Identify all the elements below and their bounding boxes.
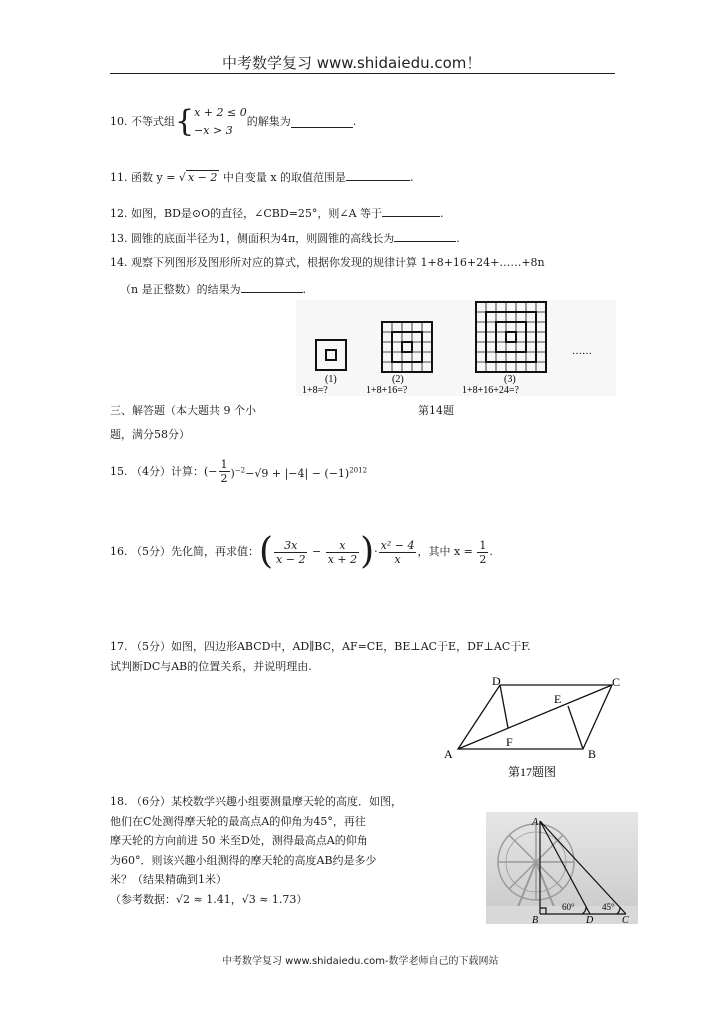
q15-prefix: 15. （4分）计算： — [110, 464, 204, 478]
segment-df — [500, 685, 508, 728]
fraction-x-value: $\frac{1}{2}$ — [479, 538, 487, 566]
diagonal-ac — [458, 685, 612, 749]
question-17-line2: 试判断DC与AB的位置关系，并说明理由. — [110, 660, 312, 673]
fraction-3x: $\frac{3x}{x - 2}$ — [276, 538, 306, 566]
question-14-line2: （n 是正整数）的结果为 . — [120, 283, 307, 296]
fig-label-1: (1) — [325, 374, 337, 385]
answer-blank — [382, 206, 440, 217]
question-17-line1: 17. （5分）如图，四边形ABCD中，AD∥BC，AF=CE，BE⊥AC于E，DF⊥AC于F. — [110, 640, 531, 653]
section-3-heading-line1: 三、解答题（本大题共 9 个小 — [110, 404, 256, 417]
fig-formula-2: 1+8+16=? — [366, 385, 408, 396]
q16-prefix: 16. （5分）先化简，再求值： — [110, 545, 259, 558]
fig-formula-3: 1+8+16+24=? — [462, 385, 519, 396]
section-3-heading-line2: 题，满分58分） — [110, 428, 190, 441]
question-12: 12. 如图，BD是⊙O的直径，∠CBD=25°，则∠A 等于 . — [110, 207, 444, 220]
page-header: 中考数学复习 www.shidaiedu.com！ — [222, 54, 482, 72]
fig-ellipsis: …… — [572, 346, 592, 357]
label-c: C — [612, 675, 621, 689]
label-e: E — [554, 692, 562, 706]
label-f: F — [506, 735, 513, 749]
fig-label-2: (2) — [392, 374, 404, 385]
angle-45-label: 45° — [602, 902, 615, 912]
inequality-1: x + 2 ≤ 0 — [194, 106, 247, 119]
q14-text: （n 是正整数）的结果为 — [120, 283, 241, 296]
fig-label-3: (3) — [504, 374, 516, 385]
fraction-x2-4: $\frac{\text{x² − 4}}{x}$ — [380, 538, 415, 566]
question-16: 16. （5分）先化简，再求值：( $\frac{3x}{x - 2}$ − $\frac{x}{x + 2}$ )· $\frac{\text{x² − 4}}{x}$ ，其中 x = $\frac{1}{2}$ . — [110, 531, 493, 572]
answer-blank — [291, 117, 353, 128]
exponent: −2 — [234, 466, 246, 474]
label-c: C — [622, 915, 629, 924]
answer-blank — [241, 282, 303, 293]
q17-figure — [440, 672, 630, 782]
label-d: D — [492, 674, 501, 688]
page-footer: 中考数学复习 www.shidaiedu.com-数学老师自己的下载网站 — [222, 956, 499, 967]
inequality-system — [194, 104, 247, 140]
answer-blank — [346, 170, 410, 181]
q17-caption: 第17题图 — [508, 765, 557, 779]
fraction-half: $\frac{1}{2}$ — [220, 458, 228, 486]
radicand: x − 2 — [187, 171, 218, 184]
header-rule — [110, 73, 615, 74]
angle-60-label: 60° — [562, 902, 575, 912]
label-b: B — [588, 747, 597, 761]
q18-line: 为60°．则该兴趣小组测得的摩天轮的高度AB约是多少 — [110, 853, 377, 867]
question-10: 10. 不等式组{ x + 2 ≤ 0 −x > 3 的解集为 . — [110, 104, 357, 139]
label-a: A — [444, 747, 453, 761]
system-brace: { — [175, 104, 195, 139]
label-b: B — [532, 915, 539, 924]
q18-line: 米？（结果精确到1米） — [110, 873, 227, 886]
q11-suffix: 中自变量 x 的取值范围是 — [222, 171, 347, 184]
exponent-2012: 2012 — [349, 466, 368, 474]
q18-line: 他们在C处测得摩天轮的最高点A的仰角为45°，再往 — [110, 814, 366, 828]
expression-tail: −√9 + |−4| − (−1) — [245, 466, 350, 480]
inequality-2: −x > 3 — [194, 124, 233, 137]
segment-be — [568, 706, 583, 749]
q10-prefix: 10. 不等式组 — [110, 115, 175, 128]
q18-ferris-wheel-figure — [486, 812, 638, 924]
label-a: A — [532, 817, 539, 828]
q18-line: 摩天轮的方向前进 50 米至D处，测得最高点A的仰角 — [110, 834, 368, 847]
question-11: 11. 函数 y = √ x − 2 中自变量 x 的取值范围是 . — [110, 171, 414, 184]
q16-where: ，其中 x = — [417, 545, 473, 558]
q18-line: 18. （6分）某校数学兴趣小组要测量摩天轮的高度．如图， — [110, 795, 402, 808]
q13-text: 13. 圆锥的底面半径为1，侧面积为4π，则圆锥的高线长为 — [110, 232, 395, 245]
answer-blank — [394, 231, 456, 242]
fig-formula-1: 1+8=? — [302, 385, 328, 396]
question-13: 13. 圆锥的底面半径为1，侧面积为4π，则圆锥的高线长为 . — [110, 232, 460, 245]
question-15: 15. （4分）计算：(− $\frac{1}{2}$ )$^{-2}-√9 + |-4| - (-1)^{2012}$ — [110, 458, 368, 486]
question-14-line1: 14. 观察下列图形及图形所对应的算式，根据你发现的规律计算 1+8+16+24+……+8n — [110, 256, 545, 269]
fraction-x: $\frac{x}{x + 2}$ — [327, 538, 358, 566]
q14-caption: 第14题 — [418, 404, 454, 417]
q10-suffix: 的解集为 — [246, 115, 291, 128]
question-18 — [110, 792, 402, 909]
figure-background — [296, 300, 616, 396]
q14-figure — [296, 300, 616, 396]
label-d: D — [586, 915, 594, 924]
q12-text: 12. 如图，BD是⊙O的直径，∠CBD=25°，则∠A 等于 — [110, 207, 383, 220]
q18-line: （参考数据：√2 ≈ 1.41，√3 ≈ 1.73） — [110, 892, 308, 906]
q11-prefix: 11. 函数 y = — [110, 171, 176, 184]
